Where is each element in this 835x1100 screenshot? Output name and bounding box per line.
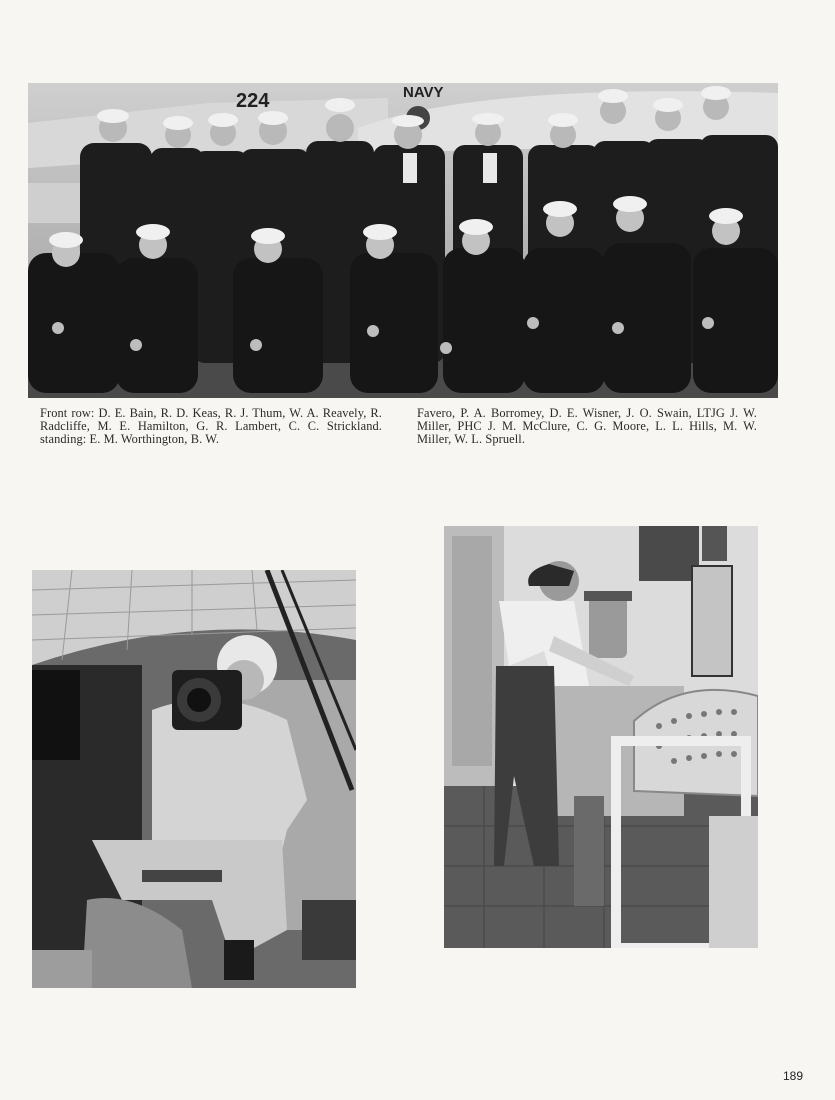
caption-right: Favero, P. A. Borromey, D. E. Wisner, J. O. Swain, LTJG J. W. Miller, PHC J. M. McClure, C. G. Moore, L. L. Hills, M. W. Miller, W. L. Spruell. [417,406,757,446]
galley-photo [444,526,758,948]
group-photo [28,83,778,398]
photographer-photo-image [32,570,356,988]
page-number: 189 [782,1069,803,1083]
aircraft-number: 224 [236,90,270,112]
galley-photo-image [444,526,758,948]
group-photo-image [28,83,778,398]
navy-marking: NAVY [403,84,444,101]
photographer-photo [32,570,356,988]
front-row [28,243,778,393]
caption-left: Front row: D. E. Bain, R. D. Keas, R. J. Thum, W. A. Reavely, R. Radcliffe, M. E. Hamilton, G. R. Lambert, C. C. Strickland. standing: E. M. Worthington, B. W. [40,406,382,446]
